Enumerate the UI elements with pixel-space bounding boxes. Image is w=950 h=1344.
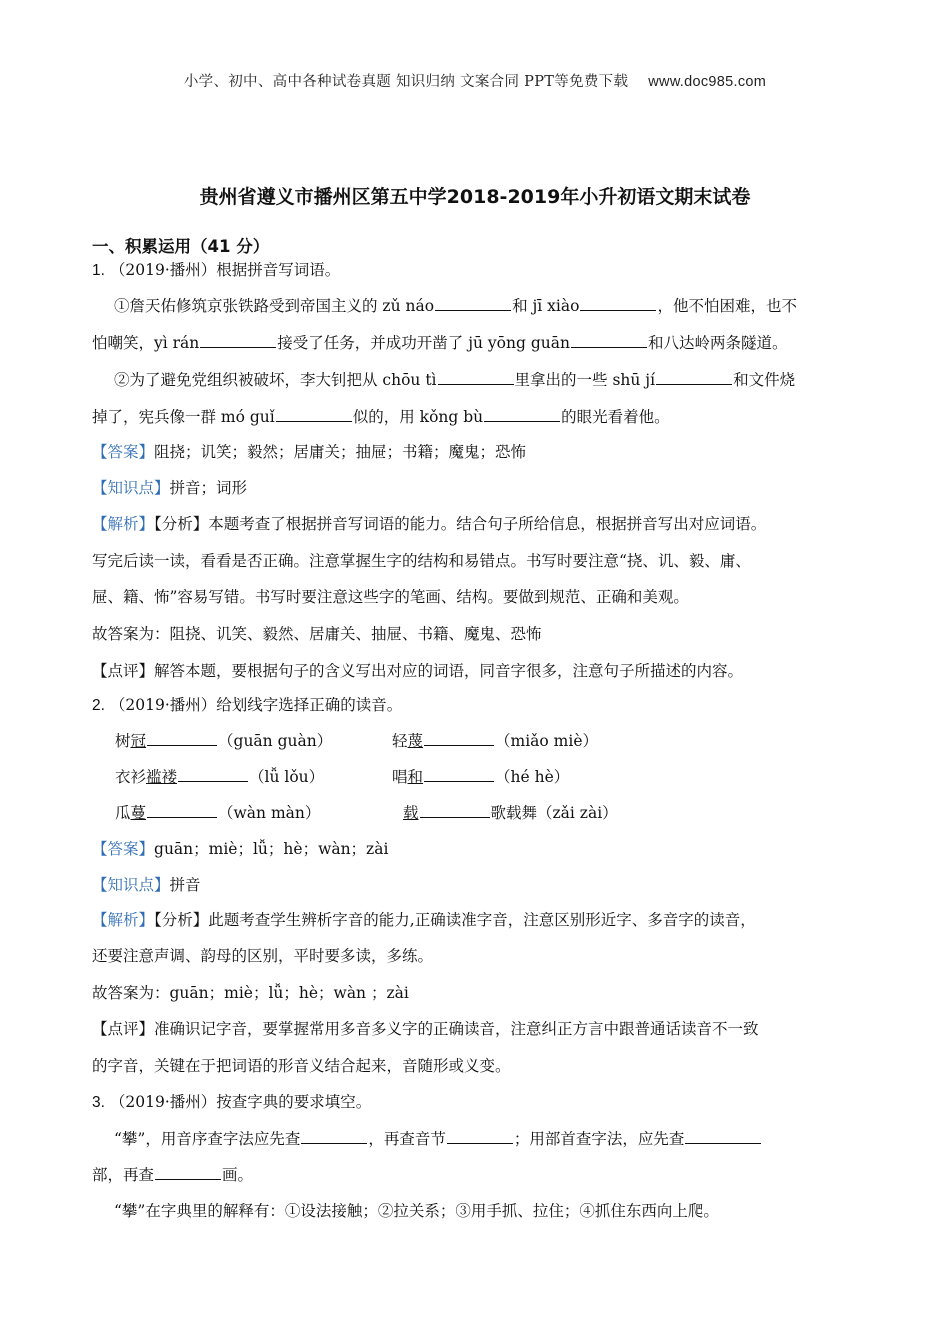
q2-analysis-line2: 还要注意声调、韵母的区别，平时要多读，多练。	[92, 947, 434, 965]
q3-number: 3.	[92, 1094, 105, 1111]
options: （guān guàn）	[218, 732, 333, 750]
blank[interactable]	[438, 383, 514, 385]
q1-p2-line1	[114, 368, 795, 390]
blank[interactable]	[147, 744, 217, 746]
options: （miǎo miè）	[495, 732, 599, 750]
blank[interactable]	[420, 816, 490, 818]
options: （wàn màn）	[218, 804, 321, 822]
blank[interactable]	[424, 744, 494, 746]
q2-item-2	[392, 729, 598, 751]
header-site[interactable]: www.doc985.com	[648, 74, 767, 90]
options: （hé hè）	[495, 768, 570, 786]
blank[interactable]	[571, 346, 647, 348]
text: 轻	[392, 732, 408, 750]
options: （lǚ lǒu）	[249, 768, 325, 786]
text: ②为了避免党组织被破坏，李大钊把从 chōu tì	[114, 371, 437, 389]
blank[interactable]	[155, 1178, 221, 1180]
blank[interactable]	[435, 309, 511, 311]
q2-item-6	[403, 801, 618, 823]
text: 衣衫	[115, 768, 147, 786]
text: 和文件烧	[733, 371, 796, 389]
text: 树	[115, 732, 131, 750]
q1-stem	[92, 258, 340, 280]
text: 和 jī xiào	[512, 297, 580, 315]
q1-analysis-line1	[92, 512, 766, 534]
page-title: 贵州省遵义市播州区第五中学2018-2019年小升初语文期末试卷	[199, 186, 751, 208]
analysis-tag: 【解析】	[92, 911, 155, 929]
q2-item-3	[115, 765, 324, 787]
q2-knowledge	[92, 873, 201, 895]
q3-line3: “攀”在字典里的解释有：①设法接触；②拉关系；③用手抓、拉住；④抓住东西向上爬。	[114, 1202, 719, 1220]
text: 部，再查	[92, 1166, 155, 1184]
blank[interactable]	[178, 780, 248, 782]
knowledge-text: 拼音；词形	[169, 479, 248, 497]
q3-line1	[114, 1127, 762, 1149]
q2-analysis-line3: 故答案为：guān；miè；lǚ；hè；wàn ；zài	[92, 984, 409, 1002]
blank[interactable]	[484, 420, 560, 422]
comment-text: 准确识记字音，要掌握常用多音多义字的正确读音，注意纠正方言中跟普通话读音不一致	[154, 1020, 759, 1038]
answer-text: 阻挠；讥笑；毅然；居庸关；抽屉；书籍；魔鬼；恐怖	[154, 443, 527, 461]
blank[interactable]	[447, 1142, 513, 1144]
q1-p2-line2	[92, 405, 670, 427]
answer-tag: 【答案】	[92, 840, 155, 858]
text: ①詹天佑修筑京张铁路受到帝国主义的 zǔ náo	[114, 297, 435, 315]
comment-tag: 【点评】	[92, 662, 155, 680]
q2-number: 2.	[92, 697, 105, 714]
knowledge-tag: 【知识点】	[92, 876, 170, 894]
text: “攀”，用音序查字法应先查	[114, 1130, 301, 1148]
answer-tag: 【答案】	[92, 443, 155, 461]
blank[interactable]	[301, 1142, 367, 1144]
q1-answer	[92, 440, 526, 462]
options: 歌载舞（zǎi zài）	[490, 804, 618, 822]
q2-item-1	[115, 729, 332, 751]
q2-stem-text: （2019·播州）给划线字选择正确的读音。	[109, 696, 403, 714]
text: 怕嘲笑，yì rán	[92, 334, 200, 352]
blank[interactable]	[147, 816, 217, 818]
q2-answer	[92, 837, 388, 859]
q1-analysis-line2: 写完后读一读，看看是否正确。注意掌握生字的结构和易错点。书写时要注意“挠、讥、毅、庸、	[92, 552, 751, 570]
blank[interactable]	[276, 420, 352, 422]
header-text: 小学、初中、高中各种试卷真题 知识归纳 文案合同 PPT等免费下载	[183, 74, 629, 90]
q2-comment-line2: 的字音，关键在于把词语的形音义结合起来，音随形或义变。	[92, 1057, 511, 1075]
text: 唱	[392, 768, 408, 786]
q2-stem	[92, 693, 402, 715]
q1-analysis-line4: 故答案为：阻挠、讥笑、毅然、居庸关、抽屉、书籍、魔鬼、恐怖	[92, 625, 542, 643]
text: ，再查音节	[368, 1130, 446, 1148]
blank[interactable]	[656, 383, 732, 385]
underlined-char: 蔑	[407, 732, 424, 750]
page-header	[0, 70, 950, 91]
q2-item-4	[392, 765, 569, 787]
knowledge-tag: 【知识点】	[92, 479, 170, 497]
underlined-char: 蔓	[130, 804, 147, 822]
q2-analysis-line1	[92, 908, 756, 930]
analysis-text: 【分析】本题考查了根据拼音写词语的能力。结合句子所给信息，根据拼音写出对应词语。	[154, 515, 767, 533]
text: 画。	[222, 1166, 254, 1184]
q1-stem-text: （2019·播州）根据拼音写词语。	[109, 261, 341, 279]
q1-p1-line1	[114, 294, 797, 316]
underlined-char: 褴褛	[146, 768, 178, 786]
q3-stem	[92, 1090, 371, 1112]
q1-knowledge	[92, 476, 247, 498]
text: ，他不怕困难，也不	[657, 297, 797, 315]
text: ；用部首查字法，应先查	[513, 1130, 685, 1148]
underlined-char: 和	[407, 768, 424, 786]
comment-tag: 【点评】	[92, 1020, 155, 1038]
q2-item-5	[115, 801, 320, 823]
text: 接受了任务，并成功开凿了 jū yōng guān	[277, 334, 570, 352]
blank[interactable]	[200, 346, 276, 348]
blank[interactable]	[424, 780, 494, 782]
comment-text: 解答本题，要根据句子的含义写出对应的词语，同音字很多，注意句子所描述的内容。	[154, 662, 744, 680]
section-heading: 一、积累运用（41 分）	[92, 237, 270, 256]
analysis-tag: 【解析】	[92, 515, 155, 533]
text: 掉了，宪兵像一群 mó guǐ	[92, 408, 275, 426]
text: 似的，用 kǒng bù	[352, 408, 484, 426]
text: 里拿出的一些 shū jí	[514, 371, 656, 389]
text: 瓜	[115, 804, 131, 822]
knowledge-text: 拼音	[169, 876, 201, 894]
underlined-char: 冠	[130, 732, 147, 750]
q3-line2	[92, 1163, 253, 1185]
q1-number: 1.	[92, 262, 105, 279]
underlined-char: 载	[403, 804, 419, 822]
analysis-text: 【分析】此题考查学生辨析字音的能力,正确读准字音，注意区别形近字、多音字的读音，	[154, 911, 756, 929]
q1-p1-line2	[92, 331, 788, 353]
answer-text: guān；miè；lǚ；hè；wàn；zài	[154, 840, 389, 858]
text: 和八达岭两条隧道。	[647, 334, 788, 352]
q1-analysis-line3: 屉、籍、怖”容易写错。书写时要注意这些字的笔画、结构。要做到规范、正确和美观。	[92, 588, 689, 606]
q1-comment	[92, 659, 743, 681]
blank[interactable]	[685, 1142, 761, 1144]
text: 的眼光看着他。	[561, 408, 670, 426]
q3-stem-text: （2019·播州）按查字典的要求填空。	[109, 1093, 372, 1111]
blank[interactable]	[580, 309, 656, 311]
q2-comment-line1	[92, 1017, 759, 1039]
